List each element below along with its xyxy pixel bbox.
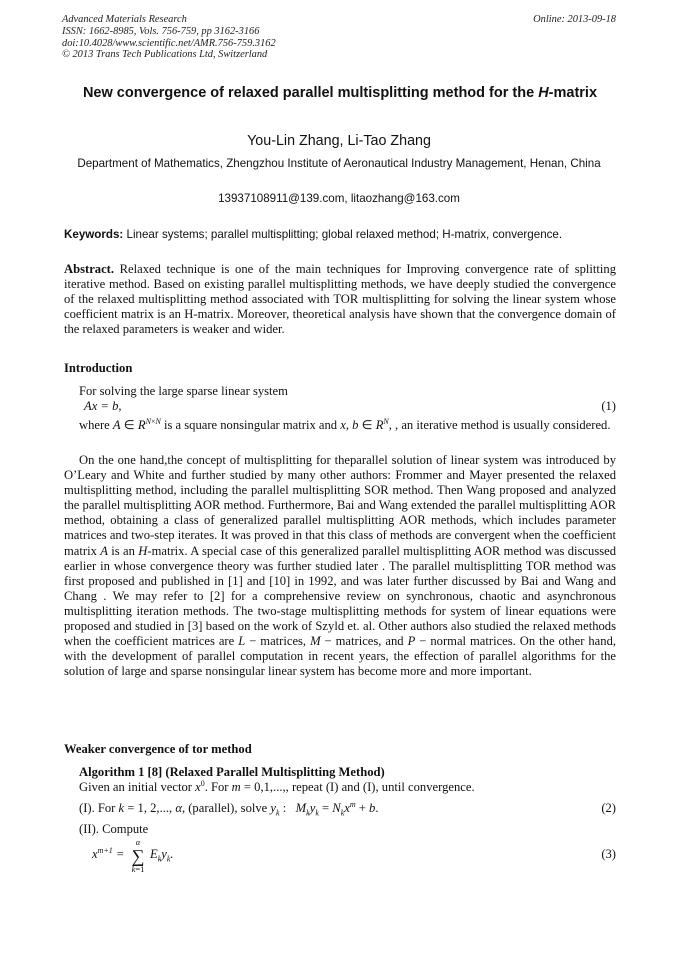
step1-text-a: (I). For bbox=[79, 801, 119, 815]
para-text-e: − matrices, and bbox=[320, 634, 408, 649]
section-heading-introduction: Introduction bbox=[64, 361, 133, 375]
title-text: New convergence of relaxed parallel multisplitting method for the bbox=[82, 85, 539, 101]
abstract-text: Relaxed technique is one of the main techniques for Improving convergence rate of splitting iterative method. Based on existing parallel multisplitting methods, we have deeply studied the convergence of the relaxed multisplitting method associated with TOR multisplitting for solving the linear system whose coefficient matrix is an H-matrix. Moreover, theoretical analysis have shown that the convergence domain of the relaxed parameters is weaker and wider. bbox=[64, 262, 616, 337]
para-text-f: − normal matrices. On the other hand, with the development of parallel computation in recent years, the effection of parallel algorithms for the solution of large and sparse nonsingular linear system has become more and more important. bbox=[64, 634, 617, 679]
equation-1-number: (1) bbox=[601, 399, 616, 413]
given-text-c: , repeat (I) and (I), until convergence. bbox=[285, 780, 475, 794]
where-text-c: , , an iterative method is usually considered. bbox=[388, 418, 611, 432]
para-m: M bbox=[310, 634, 321, 649]
where-text-b: is a square nonsingular matrix and bbox=[160, 418, 341, 432]
where-text-a: where bbox=[79, 418, 113, 432]
authors: You-Lin Zhang, Li-Tao Zhang bbox=[247, 133, 431, 149]
intro-paragraph bbox=[64, 453, 616, 679]
equation-2-number: (2) bbox=[601, 801, 616, 815]
algorithm-given: Given an initial vector $x^0$. For m = 0,1,...,, repeat (I) and (I), until convergence. bbox=[79, 778, 475, 794]
journal-header bbox=[62, 14, 616, 61]
equation-3-lhs: $x^{m+1}$ = bbox=[92, 845, 125, 861]
where-clause: where A ∈ $R^{N\times N}$ is a square nonsingular matrix and x, b ∈ $R^N$, , an iterative method is usually considered. bbox=[79, 416, 611, 432]
author-emails: 13937108911@139.com, litaozhang@163.com bbox=[218, 192, 460, 205]
given-text-a: Given an initial vector bbox=[79, 780, 196, 794]
para-h: H bbox=[138, 543, 148, 558]
equation-3-sum: α ∑ k=1 bbox=[131, 837, 145, 874]
algorithm-step-2: (II). Compute bbox=[79, 822, 149, 836]
intro-line: For solving the large sparse linear system bbox=[79, 384, 288, 398]
given-text-b: . For bbox=[204, 780, 232, 794]
abstract-label: Abstract. bbox=[64, 262, 115, 276]
para-p: P bbox=[407, 634, 416, 649]
algorithm-title: Algorithm 1 [8] (Relaxed Parallel Multisplitting Method) bbox=[79, 765, 385, 779]
online-date: Online: 2013-09-18 bbox=[533, 14, 616, 25]
equation-1-body: Ax = b, bbox=[84, 399, 122, 413]
para-text-d: − matrices, bbox=[245, 634, 311, 649]
title-h: H bbox=[538, 85, 549, 101]
copyright-line: © 2013 Trans Tech Publications Ltd, Switzerland bbox=[62, 49, 268, 61]
issn-line: ISSN: 1662-8985, Vols. 756-759, pp 3162-3166 bbox=[62, 25, 260, 37]
section-heading-weaker: Weaker convergence of tor method bbox=[64, 742, 252, 756]
keywords-text: Linear systems; parallel multisplitting; global relaxed method; H-matrix, convergence. bbox=[123, 228, 563, 241]
equation-3 bbox=[92, 838, 616, 874]
affiliation: Department of Mathematics, Zhengzhou Institute of Aeronautical Industry Management, Henan, China bbox=[77, 157, 601, 170]
equation-3-number: (3) bbox=[601, 847, 616, 861]
para-l: L bbox=[238, 634, 246, 649]
doi-line: doi:10.4028/www.scientific.net/AMR.756-759.3162 bbox=[62, 37, 276, 49]
step1-text-b: , (parallel), solve bbox=[181, 801, 271, 815]
journal-name: Advanced Materials Research bbox=[62, 14, 187, 25]
para-text-b: is an bbox=[107, 543, 139, 558]
para-matrix-a: A bbox=[100, 543, 108, 558]
equation-3-rhs: $E_ky_k$. bbox=[150, 847, 174, 864]
para-text-c: -matrix. A special case of this generalized parallel multisplitting AOR method was discussed earlier in whose convergence theory was further studied later . The parallel multisplitting TOR method was first proposed and published in [1] and [10] in 1992, and was later further discussed by Bai and Wang and Chang . We may refer to [2] for a comprehensive review on synchronous, chaotic and asynchronous multisplitting iteration methods. The two-stage multisplitting methods for system of linear equations were proposed and studied in [3] based on the work of Szyld et. al. Other authors also studied the relaxed methods when the coefficient matrices are bbox=[64, 543, 617, 649]
keywords-label: Keywords: bbox=[64, 228, 124, 241]
equation-1 bbox=[64, 399, 616, 415]
keywords bbox=[64, 228, 616, 241]
para-text-a: On the one hand,the concept of multisplitting for theparallel solution of linear system was introduced by O’Leary and White and further studied by many other authors: Frommer and Mayer presented the relaxed multisplitting method, including the parallel multisplitting SOR method. Then Wang proposed and analyzed the parallel multisplitting AOR method. Furthermore, Bai and Wang extended the parallel multisplitting AOR method, obtaining a class of generalized parallel multisplitting AOR methods, which includes parameter matrices and two-step iterates. It was proved in that this class of methods are convergent when the coefficient matrix bbox=[64, 453, 616, 558]
abstract bbox=[64, 262, 616, 337]
algorithm-step-1: (I). For k = 1, 2,..., α, (parallel), solve $y_k$ : $M_ky_k = N_kx^m + b$. (2) bbox=[79, 799, 616, 818]
title-tail: -matrix bbox=[548, 85, 598, 101]
paper-title bbox=[70, 84, 610, 103]
